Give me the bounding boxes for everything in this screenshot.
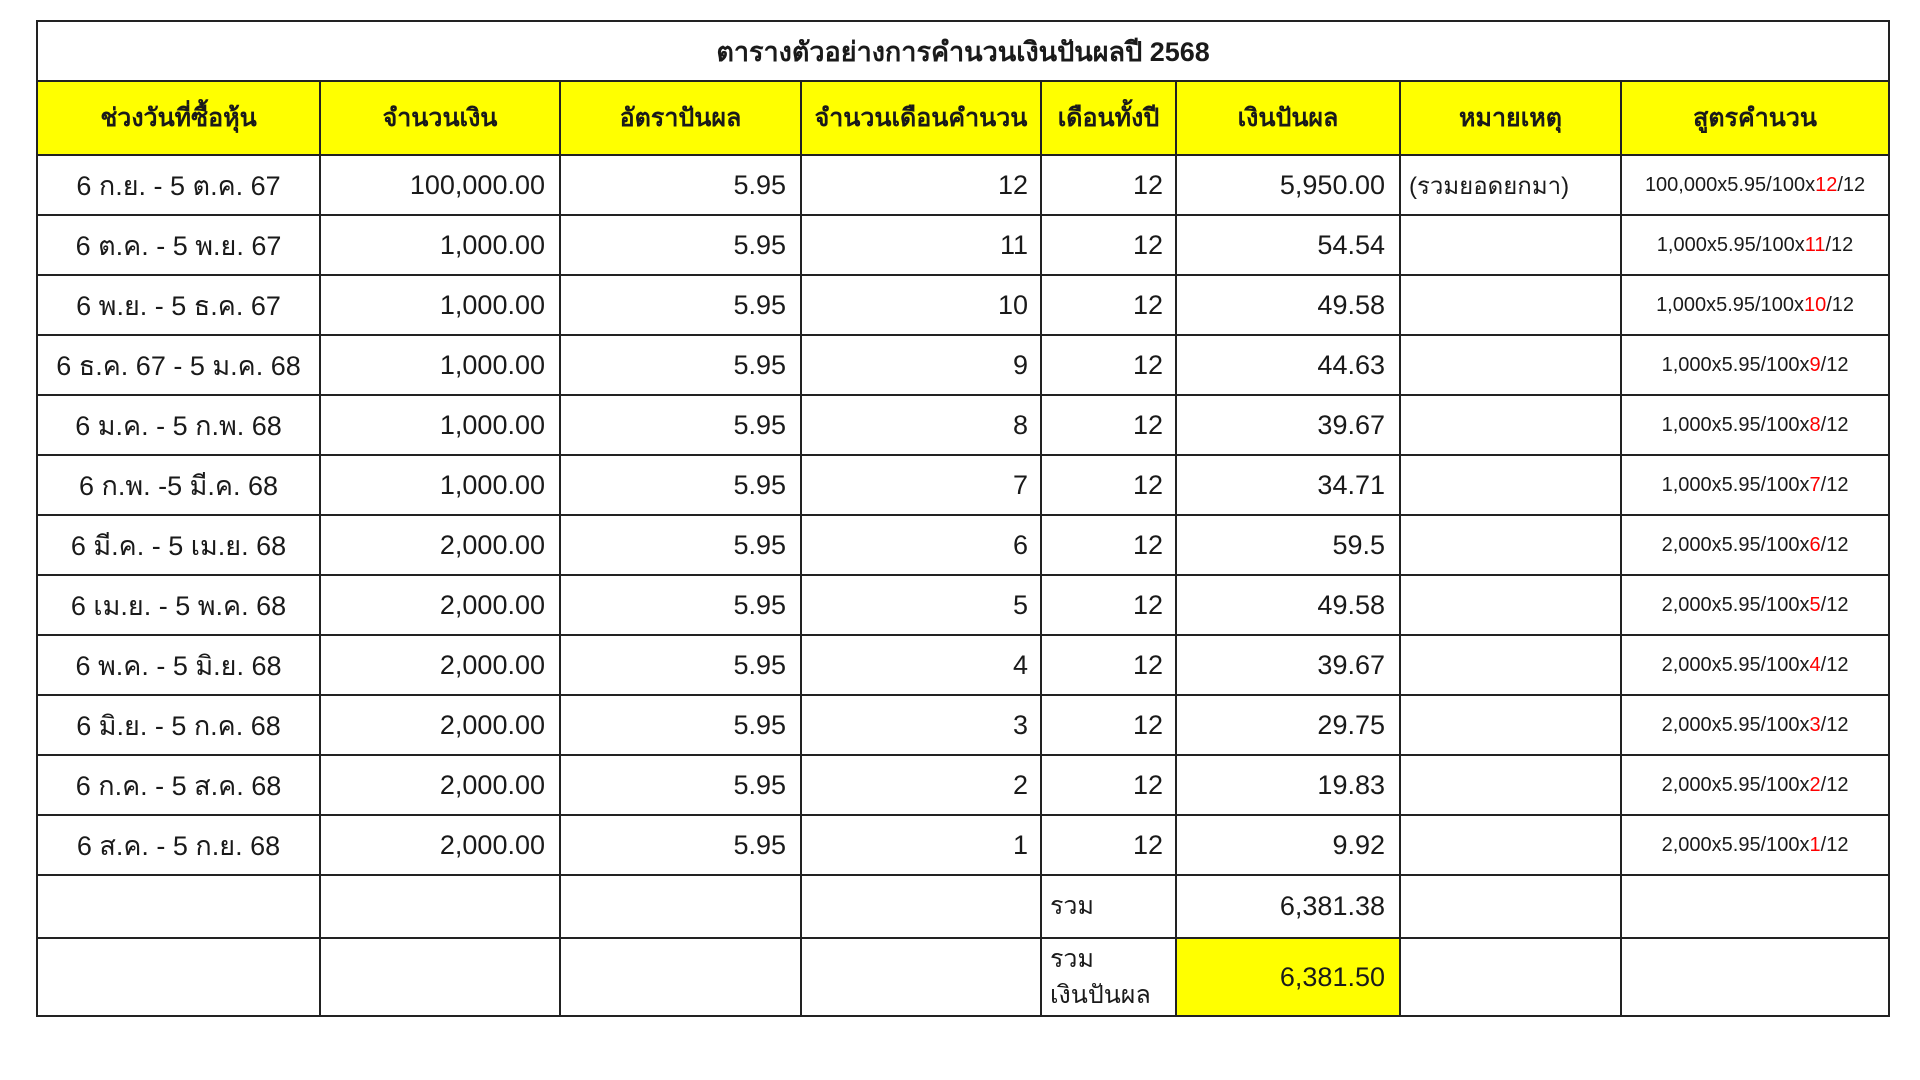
cell-formula: 2,000x5.95/100x1/12 xyxy=(1621,815,1889,875)
cell-year-months: 12 xyxy=(1041,575,1176,635)
formula-months-red: 10 xyxy=(1803,293,1827,316)
cell-dividend: 59.5 xyxy=(1176,515,1400,575)
table-row xyxy=(37,455,1889,515)
dividend-calculation-table-wrap xyxy=(36,20,1890,1017)
cell-formula: 1,000x5.95/100x8/12 xyxy=(1621,395,1889,455)
cell-period: 6 ก.ค. - 5 ส.ค. 68 xyxy=(37,755,320,815)
table-row xyxy=(37,755,1889,815)
table-row xyxy=(37,395,1889,455)
cell-period: 6 มี.ค. - 5 เม.ย. 68 xyxy=(37,515,320,575)
cell-note xyxy=(1400,275,1621,335)
formula-months-red: 4 xyxy=(1809,653,1821,676)
cell-amount: 1,000.00 xyxy=(320,455,560,515)
cell-calc-months: 2 xyxy=(801,755,1041,815)
cell-period: 6 ก.ย. - 5 ต.ค. 67 xyxy=(37,155,320,215)
cell-dividend: 5,950.00 xyxy=(1176,155,1400,215)
cell-calc-months: 5 xyxy=(801,575,1041,635)
cell-year-months: 12 xyxy=(1041,755,1176,815)
cell-formula: 2,000x5.95/100x5/12 xyxy=(1621,575,1889,635)
grand-total-value-highlighted: 6,381.50 xyxy=(1176,938,1400,1016)
cell-calc-months: 10 xyxy=(801,275,1041,335)
cell-calc-months: 3 xyxy=(801,695,1041,755)
cell-calc-months: 1 xyxy=(801,815,1041,875)
cell-calc-months: 12 xyxy=(801,155,1041,215)
empty-cell xyxy=(1621,938,1889,1016)
cell-dividend: 19.83 xyxy=(1176,755,1400,815)
cell-note xyxy=(1400,755,1621,815)
cell-period: 6 ต.ค. - 5 พ.ย. 67 xyxy=(37,215,320,275)
cell-dividend: 34.71 xyxy=(1176,455,1400,515)
cell-period: 6 พ.ย. - 5 ธ.ค. 67 xyxy=(37,275,320,335)
cell-amount: 1,000.00 xyxy=(320,215,560,275)
cell-amount: 2,000.00 xyxy=(320,515,560,575)
cell-year-months: 12 xyxy=(1041,695,1176,755)
formula-months-red: 3 xyxy=(1809,713,1821,736)
table-row xyxy=(37,515,1889,575)
cell-amount: 2,000.00 xyxy=(320,755,560,815)
cell-calc-months: 9 xyxy=(801,335,1041,395)
empty-cell xyxy=(801,938,1041,1016)
cell-period: 6 ธ.ค. 67 - 5 ม.ค. 68 xyxy=(37,335,320,395)
column-header-rate: อัตราปันผล xyxy=(560,81,801,155)
cell-dividend: 9.92 xyxy=(1176,815,1400,875)
cell-rate: 5.95 xyxy=(560,155,801,215)
cell-amount: 1,000.00 xyxy=(320,395,560,455)
cell-year-months: 12 xyxy=(1041,155,1176,215)
cell-note xyxy=(1400,215,1621,275)
cell-dividend: 49.58 xyxy=(1176,275,1400,335)
cell-note xyxy=(1400,635,1621,695)
cell-dividend: 39.67 xyxy=(1176,395,1400,455)
formula-months-red: 12 xyxy=(1815,173,1838,196)
cell-year-months: 12 xyxy=(1041,635,1176,695)
cell-amount: 2,000.00 xyxy=(320,815,560,875)
table-body xyxy=(37,155,1889,875)
total-label: รวม xyxy=(1041,875,1176,938)
empty-cell xyxy=(1400,875,1621,938)
cell-dividend: 44.63 xyxy=(1176,335,1400,395)
empty-cell xyxy=(37,875,320,938)
empty-cell xyxy=(1400,938,1621,1016)
formula-months-red: 2 xyxy=(1809,773,1821,796)
column-header-amount: จำนวนเงิน xyxy=(320,81,560,155)
cell-formula: 1,000x5.95/100x9/12 xyxy=(1621,335,1889,395)
cell-year-months: 12 xyxy=(1041,215,1176,275)
cell-amount: 2,000.00 xyxy=(320,695,560,755)
cell-formula: 2,000x5.95/100x4/12 xyxy=(1621,635,1889,695)
total-row xyxy=(37,875,1889,938)
cell-calc-months: 11 xyxy=(801,215,1041,275)
cell-dividend: 49.58 xyxy=(1176,575,1400,635)
cell-formula: 1,000x5.95/100x10/12 xyxy=(1621,275,1889,335)
formula-months-red: 9 xyxy=(1809,353,1821,376)
cell-rate: 5.95 xyxy=(560,815,801,875)
column-header-calc-months: จำนวนเดือนคำนวน xyxy=(801,81,1041,155)
cell-period: 6 เม.ย. - 5 พ.ค. 68 xyxy=(37,575,320,635)
cell-note xyxy=(1400,455,1621,515)
cell-period: 6 ก.พ. -5 มี.ค. 68 xyxy=(37,455,320,515)
header-row xyxy=(37,81,1889,155)
cell-formula: 2,000x5.95/100x3/12 xyxy=(1621,695,1889,755)
cell-period: 6 พ.ค. - 5 มิ.ย. 68 xyxy=(37,635,320,695)
table-row xyxy=(37,695,1889,755)
empty-cell xyxy=(320,938,560,1016)
cell-note xyxy=(1400,515,1621,575)
column-header-period: ช่วงวันที่ซื้อหุ้น xyxy=(37,81,320,155)
empty-cell xyxy=(560,875,801,938)
cell-formula: 1,000x5.95/100x7/12 xyxy=(1621,455,1889,515)
cell-rate: 5.95 xyxy=(560,215,801,275)
cell-note xyxy=(1400,815,1621,875)
cell-note xyxy=(1400,575,1621,635)
empty-cell xyxy=(560,938,801,1016)
formula-months-red: 11 xyxy=(1804,233,1826,256)
table-row xyxy=(37,155,1889,215)
cell-note xyxy=(1400,695,1621,755)
cell-amount: 1,000.00 xyxy=(320,335,560,395)
cell-calc-months: 8 xyxy=(801,395,1041,455)
cell-calc-months: 4 xyxy=(801,635,1041,695)
empty-cell xyxy=(320,875,560,938)
cell-year-months: 12 xyxy=(1041,395,1176,455)
cell-formula: 2,000x5.95/100x6/12 xyxy=(1621,515,1889,575)
cell-rate: 5.95 xyxy=(560,335,801,395)
column-header-year-months: เดือนทั้งปี xyxy=(1041,81,1176,155)
column-header-note: หมายเหตุ xyxy=(1400,81,1621,155)
grand-total-row xyxy=(37,938,1889,1016)
cell-amount: 2,000.00 xyxy=(320,575,560,635)
cell-rate: 5.95 xyxy=(560,635,801,695)
cell-calc-months: 6 xyxy=(801,515,1041,575)
cell-dividend: 39.67 xyxy=(1176,635,1400,695)
cell-rate: 5.95 xyxy=(560,755,801,815)
cell-dividend: 29.75 xyxy=(1176,695,1400,755)
cell-note xyxy=(1400,395,1621,455)
column-header-dividend: เงินปันผล xyxy=(1176,81,1400,155)
grand-total-label: รวม เงินปันผล xyxy=(1041,938,1176,1016)
cell-period: 6 ม.ค. - 5 ก.พ. 68 xyxy=(37,395,320,455)
cell-rate: 5.95 xyxy=(560,515,801,575)
formula-months-red: 5 xyxy=(1809,593,1821,616)
dividend-table xyxy=(36,20,1890,1017)
cell-calc-months: 7 xyxy=(801,455,1041,515)
cell-rate: 5.95 xyxy=(560,275,801,335)
cell-rate: 5.95 xyxy=(560,575,801,635)
cell-year-months: 12 xyxy=(1041,335,1176,395)
table-row xyxy=(37,815,1889,875)
formula-months-red: 6 xyxy=(1809,533,1821,556)
table-row xyxy=(37,275,1889,335)
total-value: 6,381.38 xyxy=(1176,875,1400,938)
page-title: ตารางตัวอย่างการคำนวนเงินปันผลปี 2568 xyxy=(37,21,1889,81)
cell-period: 6 ส.ค. - 5 ก.ย. 68 xyxy=(37,815,320,875)
cell-note xyxy=(1400,335,1621,395)
cell-rate: 5.95 xyxy=(560,455,801,515)
cell-period: 6 มิ.ย. - 5 ก.ค. 68 xyxy=(37,695,320,755)
cell-amount: 100,000.00 xyxy=(320,155,560,215)
formula-months-red: 8 xyxy=(1809,413,1821,436)
cell-rate: 5.95 xyxy=(560,695,801,755)
table-row xyxy=(37,215,1889,275)
cell-formula: 100,000x5.95/100x12/12 xyxy=(1621,155,1889,215)
cell-year-months: 12 xyxy=(1041,815,1176,875)
cell-formula: 2,000x5.95/100x2/12 xyxy=(1621,755,1889,815)
cell-formula: 1,000x5.95/100x11/12 xyxy=(1621,215,1889,275)
cell-year-months: 12 xyxy=(1041,515,1176,575)
cell-rate: 5.95 xyxy=(560,395,801,455)
cell-amount: 1,000.00 xyxy=(320,275,560,335)
cell-note: (รวมยอดยกมา) xyxy=(1400,155,1621,215)
cell-year-months: 12 xyxy=(1041,455,1176,515)
table-row xyxy=(37,635,1889,695)
cell-dividend: 54.54 xyxy=(1176,215,1400,275)
table-row xyxy=(37,335,1889,395)
empty-cell xyxy=(1621,875,1889,938)
formula-months-red: 7 xyxy=(1809,473,1821,496)
formula-months-red: 1 xyxy=(1809,833,1821,856)
cell-year-months: 12 xyxy=(1041,275,1176,335)
empty-cell xyxy=(801,875,1041,938)
title-row xyxy=(37,21,1889,81)
column-header-formula: สูตรคำนวน xyxy=(1621,81,1889,155)
table-row xyxy=(37,575,1889,635)
cell-amount: 2,000.00 xyxy=(320,635,560,695)
empty-cell xyxy=(37,938,320,1016)
